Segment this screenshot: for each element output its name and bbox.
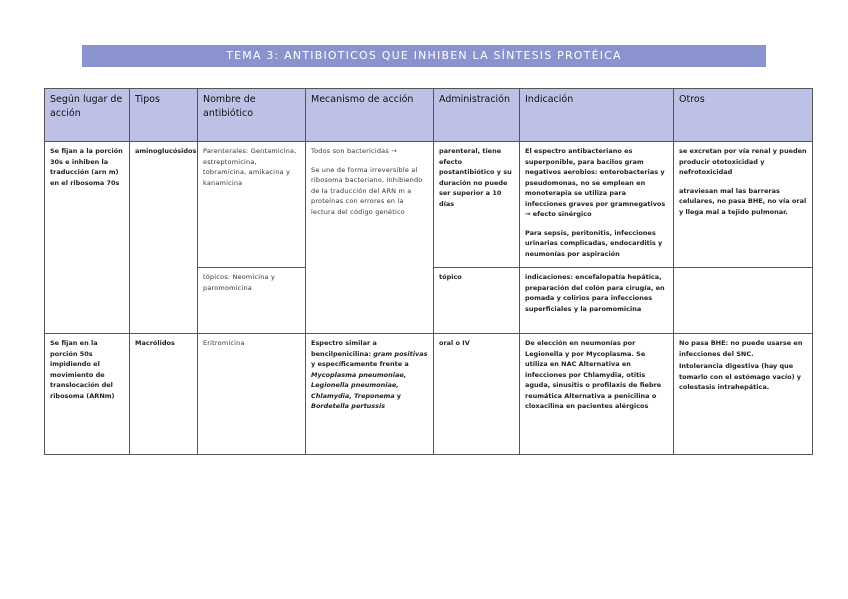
cell-otros-empty	[674, 268, 813, 334]
header-mecanismo: Mecanismo de acción	[306, 89, 434, 142]
mecanismo-descripcion: Se une de forma irreversible al ribosoma bacteriano, inhibiendo de la traducción del ARN m a proteínas con errores en la lectura del código genético	[311, 165, 423, 216]
otros-intolerancia: Intolerancia digestiva (hay que tomarlo con el estómago vacío) y colestasis intrahepática.	[679, 362, 802, 391]
cell-indicacion-macrolidos: De elección en neumonías por Legionella y por Mycoplasma. Se utiliza en NAC Alternativa en infecciones por Chlamydia, otitis aguda, sinusitis o profilaxis de fiebre reumática Alternativa a penicilina o cloxacilina en pacientes alérgicos	[520, 334, 674, 455]
cell-lugar: Se fijan a la porción 30s e inhiben la traducción (arn m) en el ribosoma 70s	[45, 142, 130, 334]
cell-otros	[674, 142, 813, 268]
header-indicacion: Indicación	[520, 89, 674, 142]
cell-nombre-topicos: tópicos: Neomicina y paromomicina	[198, 268, 306, 334]
cell-mecanismo-macrolidos: Espectro similar a bencilpenicilina: gram positivas y específicamente frente a Mycoplasma pneumoniae, Legionella pneumoniae, Chlamydia, Treponema y Bordetella pertussis	[306, 334, 434, 455]
otros-bhe: No pasa BHE: no puede usarse en infecciones del SNC.	[679, 339, 803, 358]
cell-otros-macrolidos	[674, 334, 813, 455]
antibiotics-table	[44, 88, 813, 455]
cell-indicacion-topicos: indicaciones: encefalopatía hepática, preparación del colón para cirugía, en pomada y colirios para infecciones superficiales y la paromomicina	[520, 268, 674, 334]
cell-nombre: Parenterales: Gentamicina, estreptomicina, tobramicina, amikacina y kanamicina	[198, 142, 306, 268]
mecanismo-bactericidas: Todos son bactericidas →	[311, 147, 397, 155]
header-administracion: Administración	[434, 89, 520, 142]
cell-lugar-macrolidos: Se fijan en la porción 50s impidiendo el movimiento de translocación del ribosoma (ARNm)	[45, 334, 130, 455]
cell-nombre-eritromicina: Eritromicina	[198, 334, 306, 455]
indicacion-espectro: El espectro antibacteriano es superponible, para bacilos gram negativos aerobios: enterobacterias y pseudomonas, no se emplean en monoterapia se utiliza para infecciones graves por gramnegativos → efecto sinérgico	[525, 147, 666, 218]
header-nombre: Nombre de antibiótico	[198, 89, 306, 142]
otros-barreras: atraviesan mal las barreras celulares, no pasa BHE, no vía oral y llega mal a tejido pulmonar.	[679, 186, 807, 216]
indicacion-usos: Para sepsis, peritonitis, infecciones urinarias complicadas, endocarditis y neumonías por aspiración	[525, 228, 663, 258]
table-row	[45, 142, 813, 268]
table-row	[45, 334, 813, 455]
header-tipos: Tipos	[130, 89, 198, 142]
cell-administracion: parenteral, tiene efecto postantibiótico y su duración no puede ser superior a 10 días	[434, 142, 520, 268]
cell-tipos-macrolidos: Macrólidos	[130, 334, 198, 455]
cell-mecanismo	[306, 142, 434, 334]
cell-tipos: aminoglucósidos	[130, 142, 198, 334]
header-otros: Otros	[674, 89, 813, 142]
cell-administracion-macrolidos: oral o IV	[434, 334, 520, 455]
page-title: TEMA 3: ANTIBIOTICOS QUE INHIBEN LA SÍNTESIS PROTÉICA	[82, 45, 766, 67]
cell-indicacion	[520, 142, 674, 268]
cell-administracion-topico: tópico	[434, 268, 520, 334]
otros-excrecion: se excretan por vía renal y pueden producir ototoxicidad y nefrotoxicidad	[679, 147, 807, 176]
table-header-row	[45, 89, 813, 142]
header-lugar: Según lugar de acción	[45, 89, 130, 142]
